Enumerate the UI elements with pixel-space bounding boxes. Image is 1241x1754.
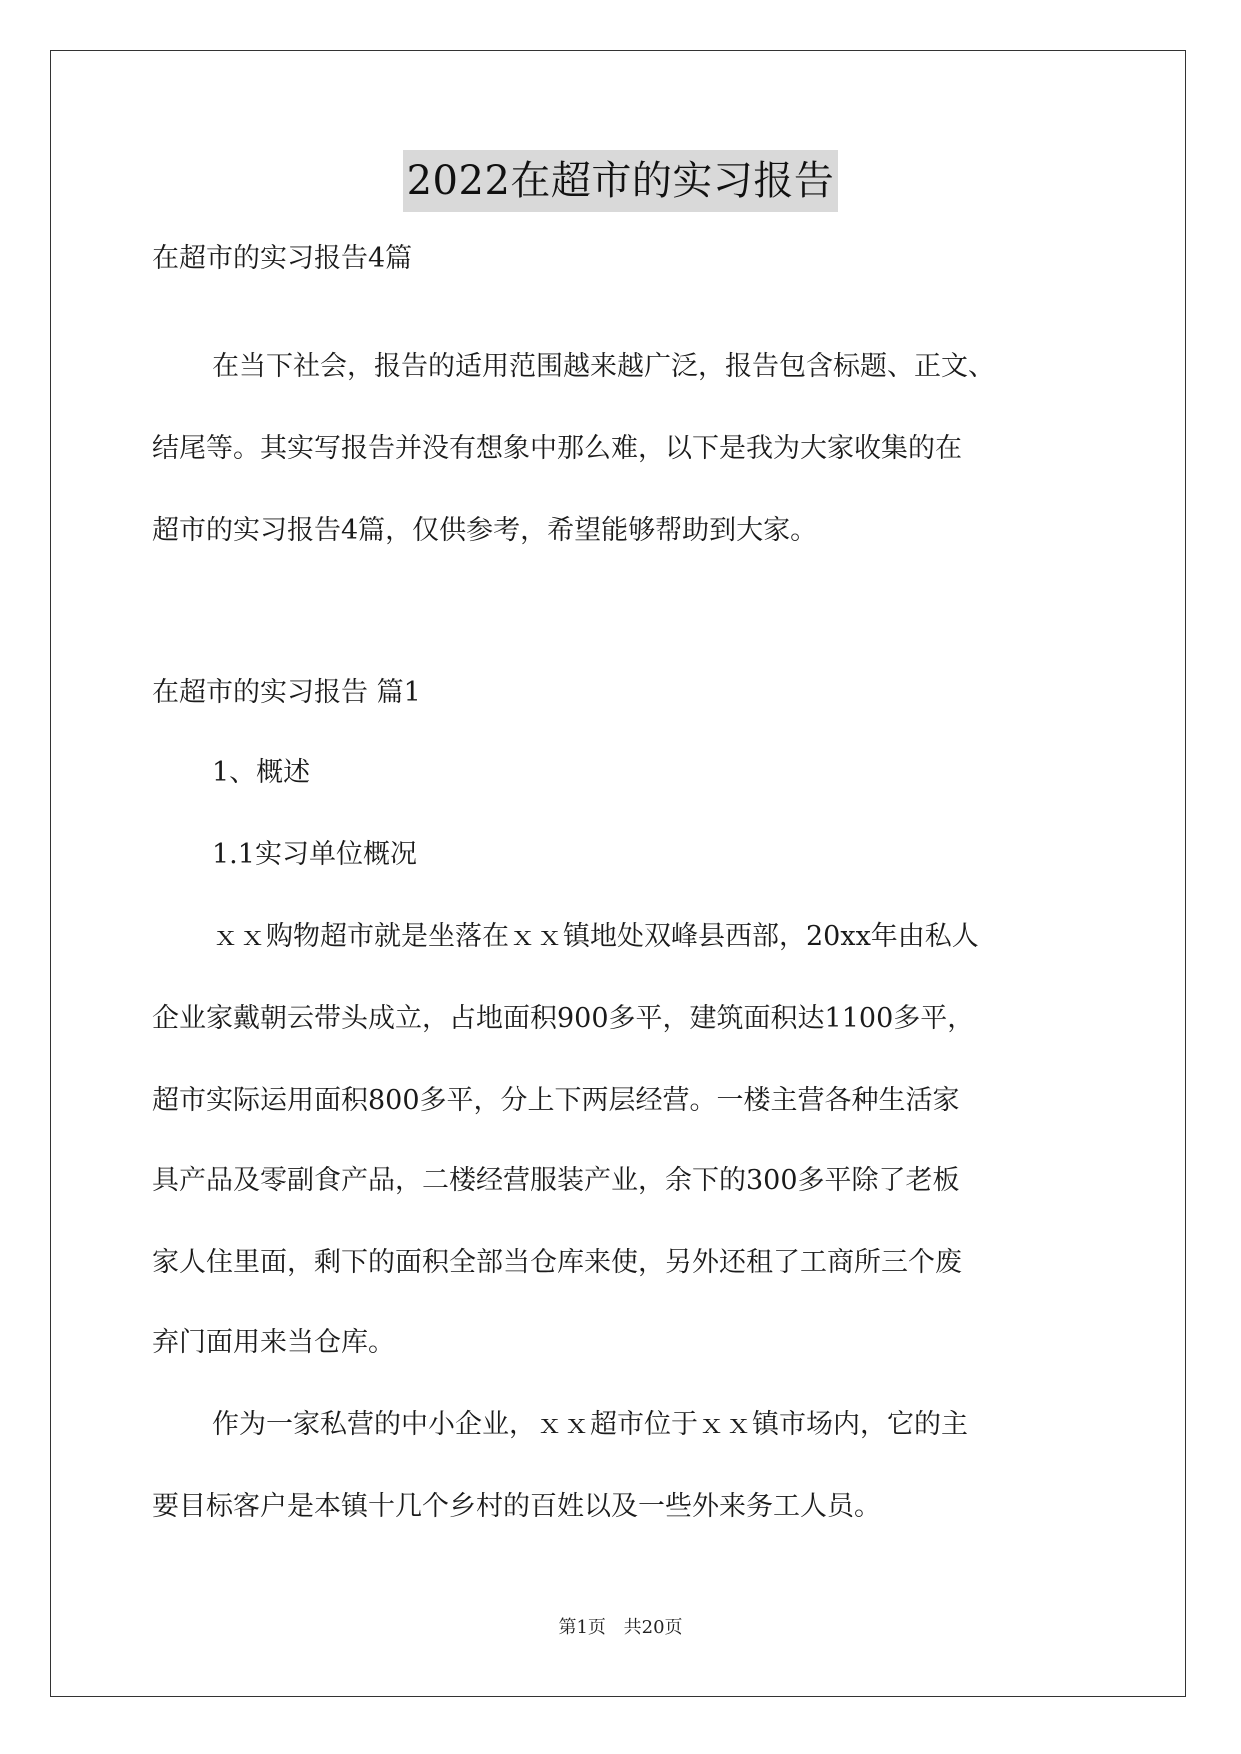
paragraph-line: 家人住里面，剩下的面积全部当仓库来使，另外还租了工商所三个废 (152, 1247, 962, 1278)
intro-line: 结尾等。其实写报告并没有想象中那么难，以下是我为大家收集的在 (152, 433, 962, 464)
title-container (0, 150, 1241, 212)
intro-line: 在当下社会，报告的适用范围越来越广泛，报告包含标题、正文、 (212, 351, 995, 382)
paragraph-line: ｘｘ购物超市就是坐落在ｘｘ镇地处双峰县西部，20xx年由私人 (212, 921, 979, 952)
paragraph-line: 企业家戴朝云带头成立，占地面积900多平，建筑面积达1100多平， (152, 1003, 975, 1034)
section-heading: 在超市的实习报告 篇1 (152, 677, 421, 708)
page-footer (0, 1616, 1241, 1640)
heading-overview: 1、概述 (212, 757, 311, 788)
heading-unit-overview: 1.1实习单位概况 (212, 839, 417, 870)
page-total: 共20页 (623, 1617, 683, 1638)
intro-line: 超市的实习报告4篇，仅供参考，希望能够帮助到大家。 (152, 515, 818, 546)
page-border (50, 50, 1186, 1697)
page-number: 第1页 (558, 1617, 606, 1638)
document-title: 2022在超市的实习报告 (403, 150, 839, 212)
paragraph-line: 作为一家私营的中小企业，ｘｘ超市位于ｘｘ镇市场内，它的主 (212, 1409, 968, 1440)
document-subtitle: 在超市的实习报告4篇 (152, 243, 413, 274)
paragraph-line: 要目标客户是本镇十几个乡村的百姓以及一些外来务工人员。 (152, 1491, 881, 1522)
paragraph-line: 超市实际运用面积800多平，分上下两层经营。一楼主营各种生活家 (152, 1085, 960, 1116)
paragraph-line: 弃门面用来当仓库。 (152, 1327, 395, 1358)
paragraph-line: 具产品及零副食产品，二楼经营服装产业，余下的300多平除了老板 (152, 1165, 960, 1196)
